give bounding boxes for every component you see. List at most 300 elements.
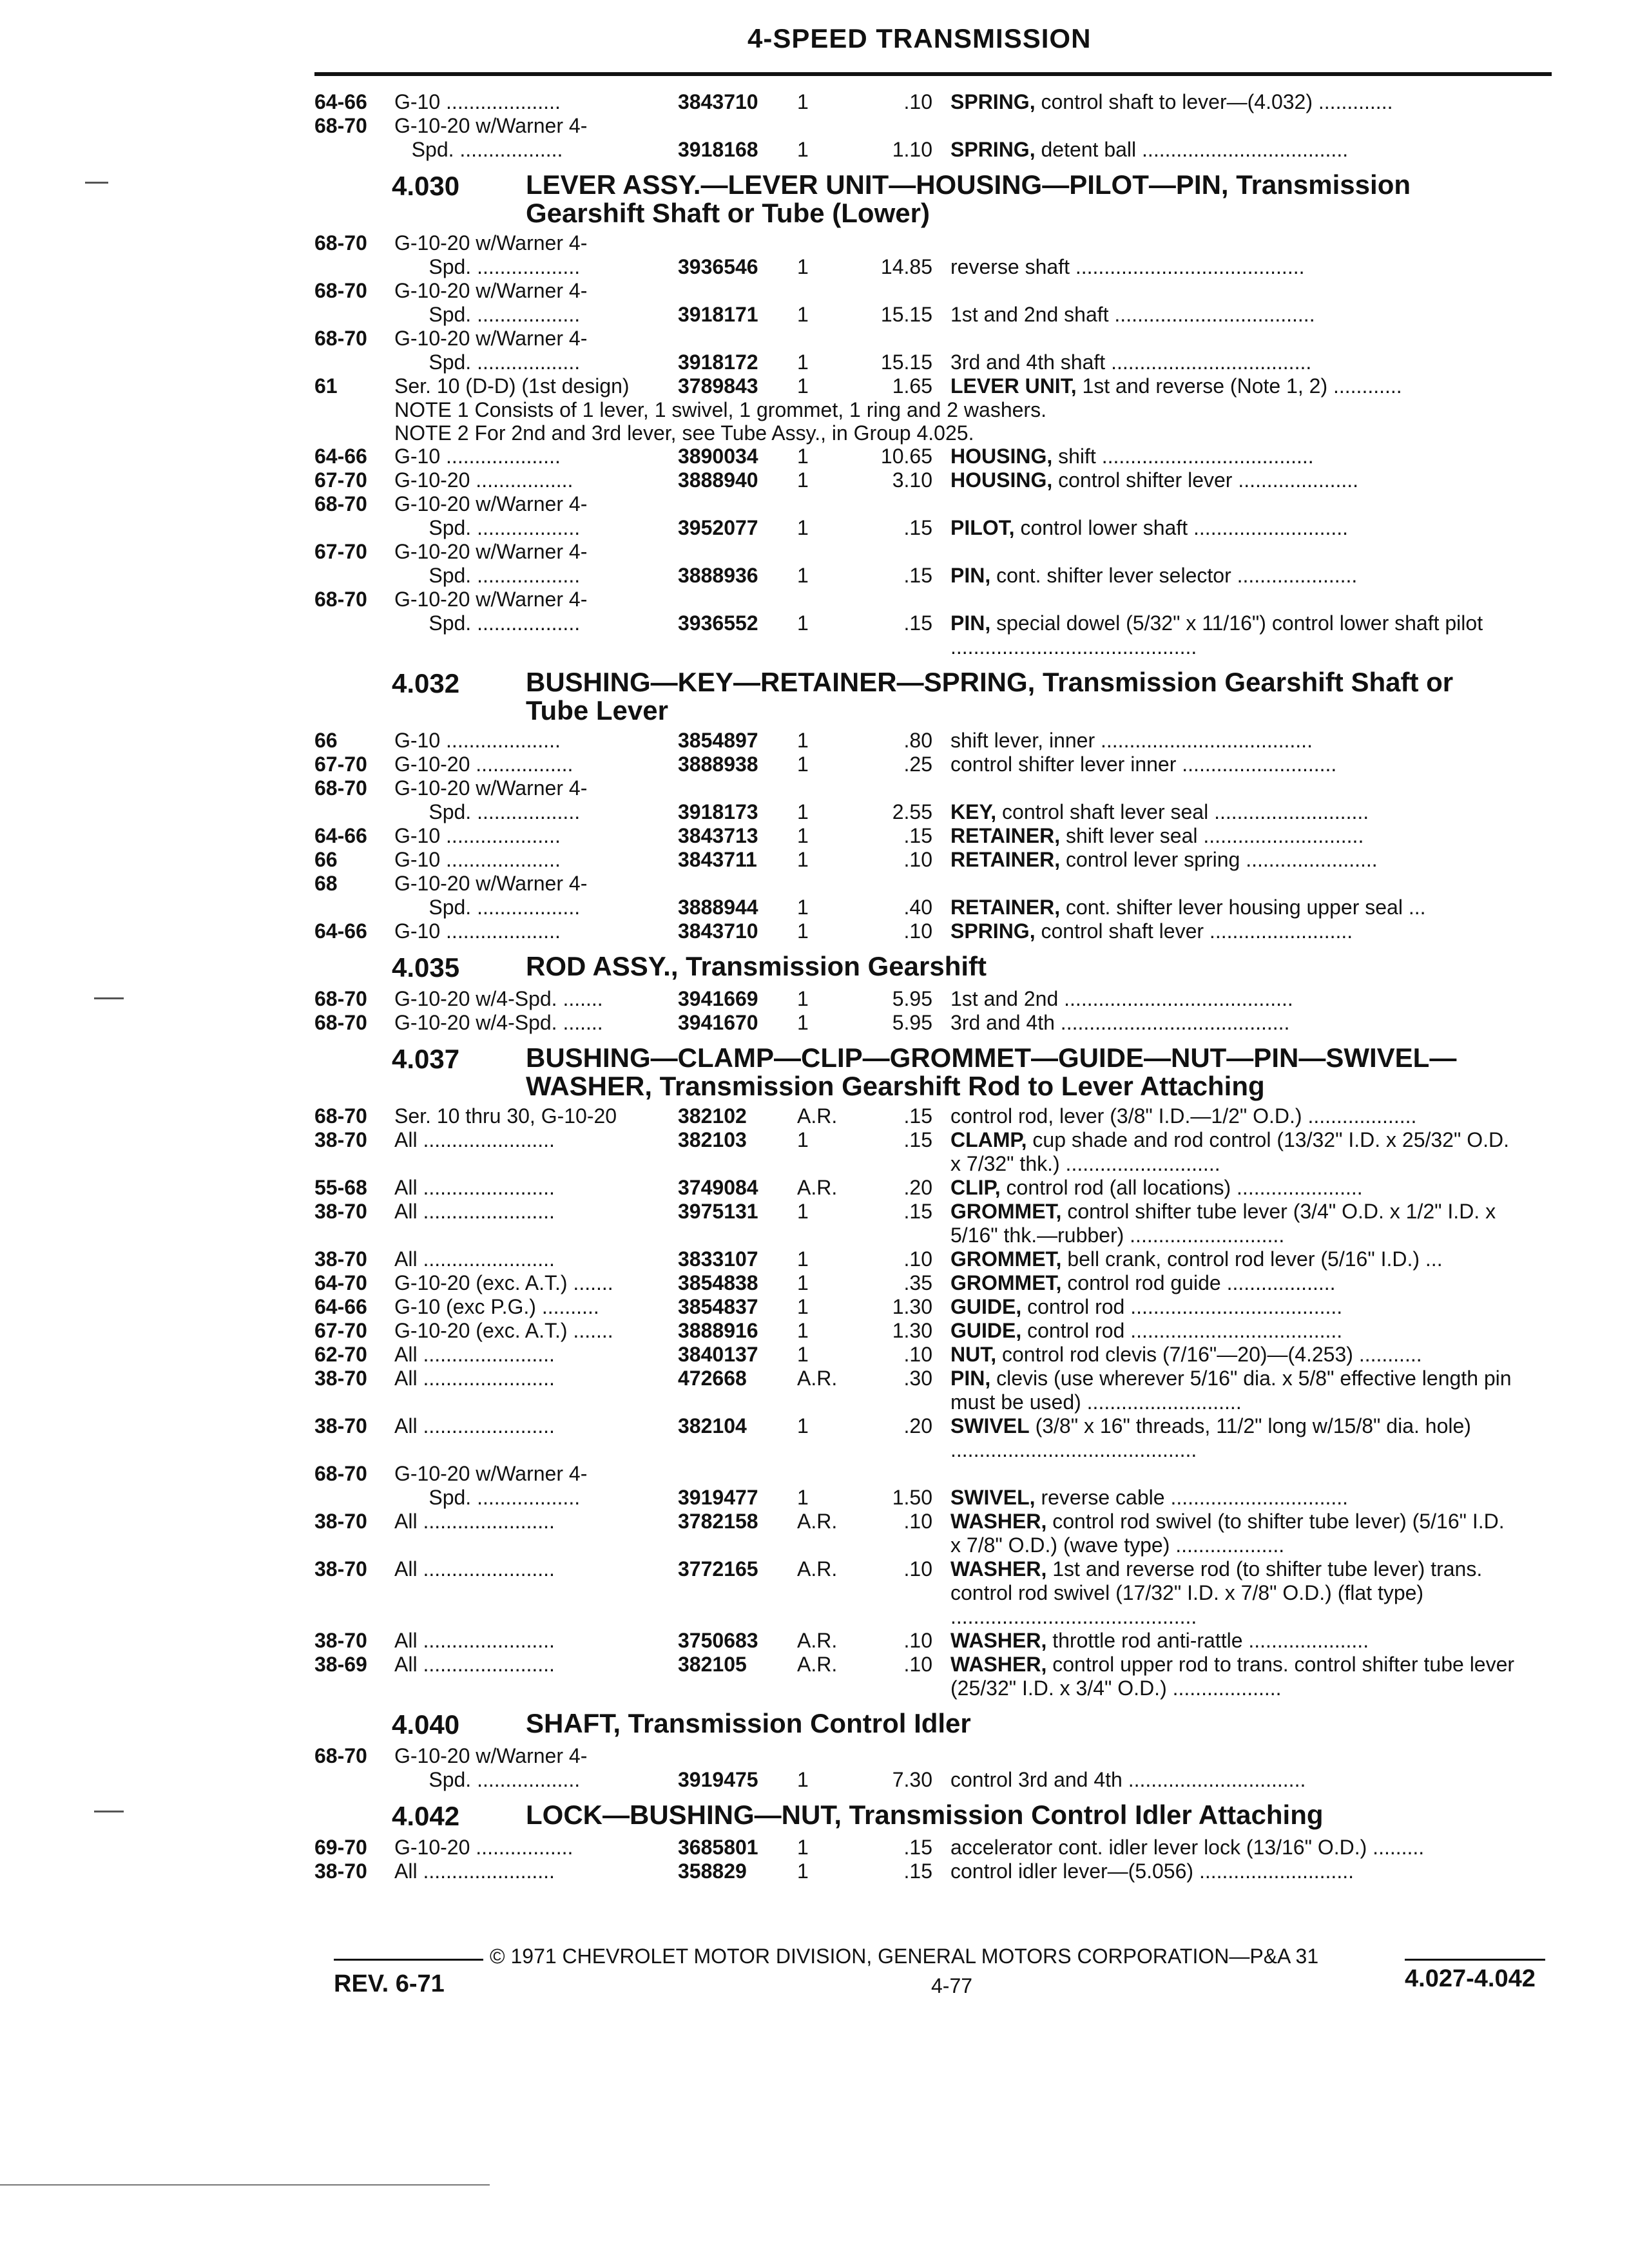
price: .10 bbox=[903, 1629, 932, 1652]
part-detail: control shaft lever seal ........................... bbox=[996, 800, 1369, 823]
section-number: 4.030 bbox=[392, 171, 460, 201]
model-application: All ....................... bbox=[394, 1653, 555, 1676]
model-application: G-10-20 w/Warner 4- bbox=[394, 776, 588, 800]
part-description bbox=[950, 1629, 1518, 1653]
part-row bbox=[314, 896, 1571, 919]
part-number: 3919475 bbox=[678, 1768, 758, 1791]
price: .15 bbox=[903, 611, 932, 635]
year-range: 68-70 bbox=[314, 1011, 367, 1034]
footer-rule bbox=[1405, 1959, 1545, 1961]
part-row bbox=[314, 327, 1571, 351]
part-detail: control shifter tube lever (3/4" O.D. x 1/2" I.D. x 5/16" thk.—rubber) ........................... bbox=[950, 1200, 1496, 1247]
price: .10 bbox=[903, 1343, 932, 1366]
price: .15 bbox=[903, 1860, 932, 1883]
quantity: 1 bbox=[797, 1768, 809, 1791]
model-application: Spd. .................. bbox=[394, 516, 581, 539]
year-range: 67-70 bbox=[314, 468, 367, 492]
part-name: GROMMET, bbox=[950, 1271, 1062, 1294]
price: .10 bbox=[903, 1247, 932, 1271]
year-range: 68-70 bbox=[314, 327, 367, 350]
year-range: 68-70 bbox=[314, 114, 367, 137]
part-name: NUT, bbox=[950, 1343, 997, 1366]
part-description bbox=[950, 987, 1518, 1011]
part-detail: control shifter lever inner ........................... bbox=[950, 753, 1337, 776]
quantity: 1 bbox=[797, 1343, 809, 1366]
section-title: BUSHING—CLAMP—CLIP—GROMMET—GUIDE—NUT—PIN—SWIVEL—WASHER, Transmission Gearshift Rod to Lever Attaching bbox=[526, 1043, 1457, 1101]
header-rule bbox=[314, 72, 1552, 76]
part-description bbox=[950, 1271, 1518, 1295]
price: .10 bbox=[903, 1510, 932, 1533]
year-range: 64-66 bbox=[314, 919, 367, 943]
quantity: 1 bbox=[797, 351, 809, 374]
part-description bbox=[950, 1653, 1518, 1700]
part-detail: clevis (use wherever 5/16" dia. x 5/8" effective length pin must be used) ........................... bbox=[950, 1367, 1512, 1414]
price: 5.95 bbox=[892, 1011, 932, 1034]
price: .15 bbox=[903, 564, 932, 587]
part-description bbox=[950, 824, 1518, 848]
part-name: RETAINER, bbox=[950, 848, 1061, 871]
part-row bbox=[314, 611, 1571, 659]
model-application: Ser. 10 thru 30, G-10-20 bbox=[394, 1104, 617, 1128]
part-description bbox=[950, 351, 1518, 374]
model-application: G-10-20 w/Warner 4- bbox=[394, 279, 588, 302]
part-row bbox=[314, 753, 1571, 776]
part-name: WASHER, bbox=[950, 1510, 1047, 1533]
part-detail: 1st and 2nd shaft ................................... bbox=[950, 303, 1315, 326]
model-application: G-10-20 w/4-Spd. ....... bbox=[394, 987, 603, 1010]
part-number: 3843710 bbox=[678, 919, 758, 943]
quantity: 1 bbox=[797, 987, 809, 1010]
year-range: 38-70 bbox=[314, 1200, 367, 1223]
quantity: 1 bbox=[797, 564, 809, 587]
model-application: G-10 .................... bbox=[394, 729, 561, 752]
part-detail: shift lever seal ............................ bbox=[1060, 824, 1364, 847]
part-row bbox=[314, 1176, 1571, 1200]
year-range: 38-69 bbox=[314, 1653, 367, 1676]
part-description bbox=[950, 516, 1518, 540]
quantity: 1 bbox=[797, 824, 809, 847]
part-detail: reverse shaft ........................................ bbox=[950, 255, 1305, 278]
part-number: 3749084 bbox=[678, 1176, 758, 1199]
part-number: 472668 bbox=[678, 1367, 747, 1390]
part-number: 382104 bbox=[678, 1414, 747, 1437]
part-number: 3936546 bbox=[678, 255, 758, 278]
part-description bbox=[950, 468, 1518, 492]
part-number: 3782158 bbox=[678, 1510, 758, 1533]
part-number: 3918173 bbox=[678, 800, 758, 823]
price: 1.65 bbox=[892, 374, 932, 398]
part-detail: control lever spring ....................... bbox=[1060, 848, 1378, 871]
quantity: A.R. bbox=[797, 1510, 838, 1533]
part-row bbox=[314, 1629, 1571, 1653]
part-number: 3888916 bbox=[678, 1319, 758, 1342]
part-name: PIN, bbox=[950, 1367, 991, 1390]
part-row bbox=[314, 848, 1571, 872]
quantity: A.R. bbox=[797, 1557, 838, 1581]
model-application: G-10 (exc P.G.) .......... bbox=[394, 1295, 599, 1318]
model-application: G-10 .................... bbox=[394, 90, 561, 113]
model-application: G-10 .................... bbox=[394, 824, 561, 847]
price: .10 bbox=[903, 1557, 932, 1581]
part-detail: control shaft lever ......................... bbox=[1035, 919, 1353, 943]
quantity: 1 bbox=[797, 1128, 809, 1151]
part-detail: control idler lever—(5.056) ........................... bbox=[950, 1860, 1354, 1883]
quantity: 1 bbox=[797, 516, 809, 539]
part-description bbox=[950, 1343, 1518, 1367]
part-description bbox=[950, 1486, 1518, 1510]
price: 1.10 bbox=[892, 138, 932, 161]
year-range: 68-70 bbox=[314, 588, 367, 611]
part-number: 3941670 bbox=[678, 1011, 758, 1034]
part-name: CLIP, bbox=[950, 1176, 1001, 1199]
part-row bbox=[314, 1462, 1571, 1486]
part-row bbox=[314, 1343, 1571, 1367]
model-application: G-10-20 w/Warner 4- bbox=[394, 588, 588, 611]
quantity: 1 bbox=[797, 1271, 809, 1294]
quantity: 1 bbox=[797, 729, 809, 752]
section-heading bbox=[314, 171, 1571, 227]
margin-mark bbox=[94, 1811, 124, 1812]
model-application: G-10-20 w/Warner 4- bbox=[394, 1462, 588, 1485]
year-range: 67-70 bbox=[314, 1319, 367, 1342]
price: 3.10 bbox=[892, 468, 932, 492]
section-title: LOCK—BUSHING—NUT, Transmission Control Idler Attaching bbox=[526, 1800, 1324, 1830]
part-detail: control lower shaft ........................... bbox=[1014, 516, 1349, 539]
year-range: 68-70 bbox=[314, 987, 367, 1010]
price: 14.85 bbox=[880, 255, 932, 278]
margin-mark bbox=[94, 997, 124, 999]
price: 2.55 bbox=[892, 800, 932, 823]
part-description bbox=[950, 1510, 1518, 1557]
model-application: All ....................... bbox=[394, 1343, 555, 1366]
part-description bbox=[950, 1128, 1518, 1176]
quantity: 1 bbox=[797, 1200, 809, 1223]
price: .15 bbox=[903, 1200, 932, 1223]
part-row bbox=[314, 1295, 1571, 1319]
part-row bbox=[314, 1128, 1571, 1176]
part-name: SWIVEL bbox=[950, 1414, 1030, 1437]
part-number: 3789843 bbox=[678, 374, 758, 398]
part-name: SWIVEL, bbox=[950, 1486, 1036, 1509]
part-description bbox=[950, 896, 1518, 919]
part-description bbox=[950, 1319, 1518, 1343]
year-range: 61 bbox=[314, 374, 338, 398]
model-application: Spd. .................. bbox=[394, 1768, 581, 1791]
part-description bbox=[950, 90, 1518, 114]
part-name: HOUSING, bbox=[950, 445, 1053, 468]
part-row bbox=[314, 1486, 1571, 1510]
part-name: SPRING, bbox=[950, 90, 1036, 113]
part-name: CLAMP, bbox=[950, 1128, 1027, 1151]
part-description bbox=[950, 919, 1518, 943]
model-application: All ....................... bbox=[394, 1176, 555, 1199]
quantity: 1 bbox=[797, 1860, 809, 1883]
model-application: All ....................... bbox=[394, 1414, 555, 1437]
year-range: 38-70 bbox=[314, 1247, 367, 1271]
part-number: 3936552 bbox=[678, 611, 758, 635]
quantity: A.R. bbox=[797, 1367, 838, 1390]
part-detail: 1st and reverse (Note 1, 2) ............ bbox=[1076, 374, 1402, 398]
part-detail: cup shade and rod control (13/32" I.D. x 25/32" O.D. x 7/32" thk.) ........................... bbox=[950, 1128, 1509, 1175]
year-range: 67-70 bbox=[314, 753, 367, 776]
part-detail: control rod, lever (3/8" I.D.—1/2" O.D.) ................... bbox=[950, 1104, 1417, 1128]
year-range: 64-66 bbox=[314, 90, 367, 113]
price: .10 bbox=[903, 848, 932, 871]
price: .15 bbox=[903, 516, 932, 539]
model-application: G-10-20 w/4-Spd. ....... bbox=[394, 1011, 603, 1034]
part-row bbox=[314, 1414, 1571, 1462]
part-row bbox=[314, 303, 1571, 327]
section-number: 4.035 bbox=[392, 952, 460, 983]
part-detail: control rod clevis (7/16"—20)—(4.253) ........... bbox=[996, 1343, 1422, 1366]
part-description bbox=[950, 729, 1518, 753]
part-name: PILOT, bbox=[950, 516, 1015, 539]
part-detail: 1st and 2nd ........................................ bbox=[950, 987, 1293, 1010]
footer-copyright: © 1971 CHEVROLET MOTOR DIVISION, GENERAL MOTORS CORPORATION—P&A 31 bbox=[490, 1945, 1319, 1968]
year-range: 68-70 bbox=[314, 231, 367, 255]
section-heading bbox=[314, 1801, 1571, 1832]
part-row bbox=[314, 351, 1571, 374]
year-range: 38-70 bbox=[314, 1367, 367, 1390]
part-description bbox=[950, 1200, 1518, 1247]
part-row bbox=[314, 1768, 1571, 1792]
price: .20 bbox=[903, 1414, 932, 1437]
part-number: 3750683 bbox=[678, 1629, 758, 1652]
price: .15 bbox=[903, 1836, 932, 1859]
part-detail: throttle rod anti-rattle ..................... bbox=[1046, 1629, 1369, 1652]
page-title: 4-SPEED TRANSMISSION bbox=[747, 23, 1092, 53]
year-range: 69-70 bbox=[314, 1836, 367, 1859]
footer-page-number: 4-77 bbox=[931, 1974, 973, 1997]
part-row bbox=[314, 588, 1571, 611]
quantity: 1 bbox=[797, 611, 809, 635]
part-name: RETAINER, bbox=[950, 896, 1061, 919]
part-detail: (3/8" x 16" threads, 11/2" long w/15/8" dia. hole) ........................................... bbox=[950, 1414, 1471, 1461]
part-number: 3888940 bbox=[678, 468, 758, 492]
part-description bbox=[950, 1414, 1518, 1462]
part-number: 3833107 bbox=[678, 1247, 758, 1271]
part-description bbox=[950, 1557, 1518, 1629]
part-detail: shift ..................................... bbox=[1052, 445, 1314, 468]
quantity: 1 bbox=[797, 800, 809, 823]
part-detail: control 3rd and 4th ............................... bbox=[950, 1768, 1306, 1791]
quantity: 1 bbox=[797, 753, 809, 776]
footer-rule bbox=[334, 1959, 483, 1961]
part-name: GROMMET, bbox=[950, 1200, 1062, 1223]
model-application: All ....................... bbox=[394, 1200, 555, 1223]
quantity: A.R. bbox=[797, 1176, 838, 1199]
quantity: 1 bbox=[797, 468, 809, 492]
model-application: G-10-20 (exc. A.T.) ....... bbox=[394, 1271, 613, 1294]
part-detail: control rod ..................................... bbox=[1021, 1295, 1343, 1318]
model-application: Spd. .................. bbox=[394, 303, 581, 326]
part-number: 3772165 bbox=[678, 1557, 758, 1581]
part-name: WASHER, bbox=[950, 1653, 1047, 1676]
part-name: GUIDE, bbox=[950, 1295, 1022, 1318]
part-number: 358829 bbox=[678, 1860, 747, 1883]
scan-edge-line bbox=[0, 2184, 490, 2186]
part-name: GROMMET, bbox=[950, 1247, 1062, 1271]
part-detail: control rod guide ................... bbox=[1061, 1271, 1336, 1294]
part-detail: 1st and reverse rod (to shifter tube lever) trans. control rod swivel (17/32" I.D. x 7/8" O.D.) (flat type) ........................................... bbox=[950, 1557, 1483, 1628]
part-description bbox=[950, 1104, 1518, 1128]
section-number: 4.042 bbox=[392, 1801, 460, 1831]
price: .10 bbox=[903, 919, 932, 943]
year-range: 67-70 bbox=[314, 540, 367, 563]
part-detail: control shaft to lever—(4.032) ............. bbox=[1035, 90, 1393, 113]
year-range: 38-70 bbox=[314, 1510, 367, 1533]
part-description bbox=[950, 1247, 1518, 1271]
part-row bbox=[314, 1200, 1571, 1247]
model-application: All ....................... bbox=[394, 1367, 555, 1390]
section-note: NOTE 2 For 2nd and 3rd lever, see Tube Assy., in Group 4.025. bbox=[394, 421, 974, 445]
part-row bbox=[314, 919, 1571, 943]
part-row bbox=[314, 564, 1571, 588]
quantity: 1 bbox=[797, 896, 809, 919]
model-application: Spd. .................. bbox=[394, 896, 581, 919]
footer-section-range: 4.027-4.042 bbox=[1405, 1965, 1536, 1992]
part-row bbox=[314, 1744, 1571, 1768]
part-row bbox=[314, 1510, 1571, 1557]
year-range: 68-70 bbox=[314, 776, 367, 800]
part-row bbox=[314, 1271, 1571, 1295]
part-number: 382102 bbox=[678, 1104, 747, 1128]
part-description bbox=[950, 374, 1518, 398]
year-range: 64-66 bbox=[314, 1295, 367, 1318]
part-name: WASHER, bbox=[950, 1557, 1047, 1581]
year-range: 68-70 bbox=[314, 279, 367, 302]
part-row bbox=[314, 1247, 1571, 1271]
price: .25 bbox=[903, 753, 932, 776]
section-title: SHAFT, Transmission Control Idler bbox=[526, 1708, 971, 1738]
section-heading bbox=[314, 1709, 1571, 1740]
model-application: All ....................... bbox=[394, 1128, 555, 1151]
part-row bbox=[314, 540, 1571, 564]
quantity: 1 bbox=[797, 303, 809, 326]
part-row bbox=[314, 776, 1571, 800]
part-name: WASHER, bbox=[950, 1629, 1047, 1652]
part-detail: 3rd and 4th shaft ................................... bbox=[950, 351, 1312, 374]
year-range: 55-68 bbox=[314, 1176, 367, 1199]
quantity: A.R. bbox=[797, 1629, 838, 1652]
year-range: 38-70 bbox=[314, 1860, 367, 1883]
part-description bbox=[950, 1176, 1518, 1200]
part-name: HOUSING, bbox=[950, 468, 1053, 492]
quantity: 1 bbox=[797, 90, 809, 113]
part-row bbox=[314, 516, 1571, 540]
quantity: 1 bbox=[797, 1486, 809, 1509]
year-range: 38-70 bbox=[314, 1557, 367, 1581]
model-application: G-10 .................... bbox=[394, 848, 561, 871]
price: 7.30 bbox=[892, 1768, 932, 1791]
year-range: 38-70 bbox=[314, 1128, 367, 1151]
part-description bbox=[950, 255, 1518, 279]
quantity: A.R. bbox=[797, 1104, 838, 1128]
model-application: G-10-20 w/Warner 4- bbox=[394, 872, 588, 895]
price: .15 bbox=[903, 1104, 932, 1128]
part-row bbox=[314, 114, 1571, 138]
price: .30 bbox=[903, 1367, 932, 1390]
part-number: 3918171 bbox=[678, 303, 758, 326]
quantity: 1 bbox=[797, 255, 809, 278]
model-application: All ....................... bbox=[394, 1557, 555, 1581]
model-application: G-10-20 w/Warner 4- bbox=[394, 540, 588, 563]
part-number: 3952077 bbox=[678, 516, 758, 539]
part-description bbox=[950, 753, 1518, 776]
quantity: 1 bbox=[797, 1414, 809, 1437]
price: 15.15 bbox=[880, 351, 932, 374]
part-row bbox=[314, 987, 1571, 1011]
year-range: 38-70 bbox=[314, 1629, 367, 1652]
model-application: G-10-20 w/Warner 4- bbox=[394, 327, 588, 350]
part-description bbox=[950, 564, 1518, 588]
part-number: 3888938 bbox=[678, 753, 758, 776]
part-description bbox=[950, 445, 1518, 468]
part-number: 3888944 bbox=[678, 896, 758, 919]
part-detail: special dowel (5/32" x 11/16") control lower shaft pilot ........................................... bbox=[950, 611, 1483, 658]
model-application: All ....................... bbox=[394, 1860, 555, 1883]
section-heading bbox=[314, 1044, 1571, 1100]
quantity: 1 bbox=[797, 1319, 809, 1342]
quantity: 1 bbox=[797, 1011, 809, 1034]
model-application: Spd. .................. bbox=[394, 351, 581, 374]
part-description bbox=[950, 1367, 1518, 1414]
part-row bbox=[314, 1104, 1571, 1128]
model-application: All ....................... bbox=[394, 1629, 555, 1652]
part-description bbox=[950, 303, 1518, 327]
part-detail: control rod swivel (to shifter tube lever) (5/16" I.D. x 7/8" O.D.) (wave type) ................... bbox=[950, 1510, 1505, 1557]
part-row bbox=[314, 1319, 1571, 1343]
quantity: 1 bbox=[797, 919, 809, 943]
year-range: 68-70 bbox=[314, 492, 367, 515]
part-detail: accelerator cont. idler lever lock (13/16" O.D.) ......... bbox=[950, 1836, 1425, 1859]
model-application: G-10-20 w/Warner 4- bbox=[394, 114, 588, 137]
price: 10.65 bbox=[880, 445, 932, 468]
model-application: Spd. .................. bbox=[394, 564, 581, 587]
price: .15 bbox=[903, 824, 932, 847]
parts-list bbox=[314, 90, 1571, 1883]
part-row bbox=[314, 492, 1571, 516]
model-application: G-10-20 (exc. A.T.) ....... bbox=[394, 1319, 613, 1342]
footer-revision: REV. 6-71 bbox=[334, 1970, 445, 1997]
price: .10 bbox=[903, 90, 932, 113]
section-title: BUSHING—KEY—RETAINER—SPRING, Transmission Gearshift Shaft or Tube Lever bbox=[526, 667, 1454, 726]
year-range: 68-70 bbox=[314, 1744, 367, 1767]
part-number: 3888936 bbox=[678, 564, 758, 587]
year-range: 62-70 bbox=[314, 1343, 367, 1366]
part-detail: control rod ..................................... bbox=[1021, 1319, 1343, 1342]
quantity: 1 bbox=[797, 848, 809, 871]
section-title: LEVER ASSY.—LEVER UNIT—HOUSING—PILOT—PIN, Transmission Gearshift Shaft or Tube (Lower) bbox=[526, 169, 1411, 228]
part-description bbox=[950, 1768, 1518, 1792]
part-row bbox=[314, 468, 1571, 492]
part-row bbox=[314, 231, 1571, 255]
part-description bbox=[950, 611, 1518, 659]
part-number: 3890034 bbox=[678, 445, 758, 468]
quantity: 1 bbox=[797, 374, 809, 398]
part-name: SPRING, bbox=[950, 919, 1036, 943]
part-number: 3843713 bbox=[678, 824, 758, 847]
part-detail: 3rd and 4th ........................................ bbox=[950, 1011, 1290, 1034]
quantity: 1 bbox=[797, 1295, 809, 1318]
year-range: 68-70 bbox=[314, 1462, 367, 1485]
part-row bbox=[314, 138, 1571, 162]
model-application: Spd. .................. bbox=[394, 255, 581, 278]
part-name: PIN, bbox=[950, 564, 991, 587]
part-description bbox=[950, 800, 1518, 824]
price: 1.30 bbox=[892, 1295, 932, 1318]
part-row bbox=[314, 824, 1571, 848]
